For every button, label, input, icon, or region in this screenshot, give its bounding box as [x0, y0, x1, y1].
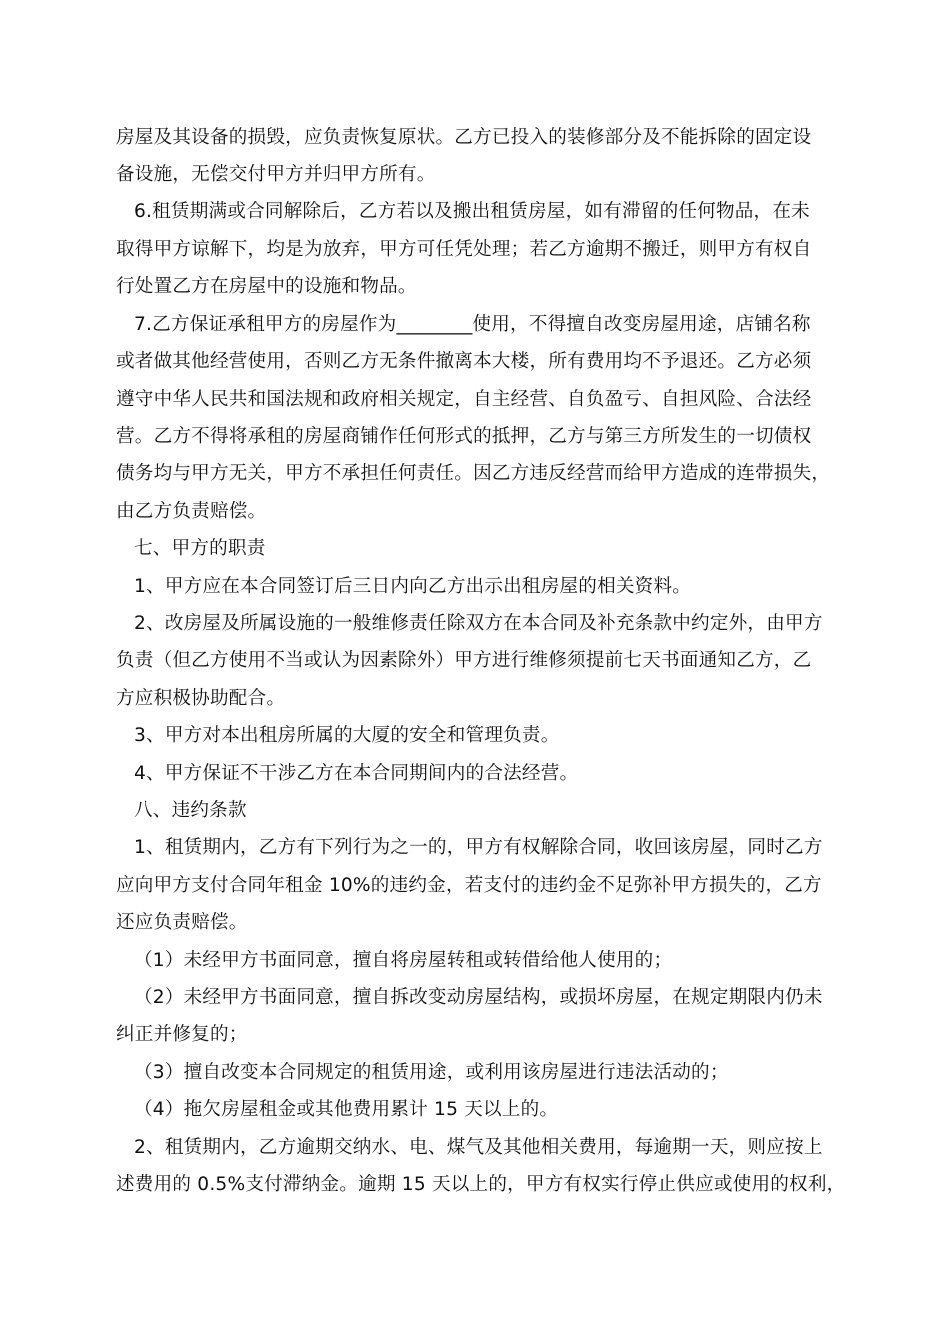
section-heading-8: 八、违约条款 [134, 800, 247, 821]
paragraph-line: 债务均与甲方无关，甲方不承担任何责任。因乙方违反经营而给甲方造成的连带损失， [116, 463, 831, 484]
clause-3-line: 3、甲方对本出租房所属的大厦的安全和管理负责。 [134, 725, 560, 746]
section-heading-7: 七、甲方的职责 [134, 538, 266, 559]
clause-7-line: 7.乙方保证承租甲方的房屋作为________使用，不得擅自改变房屋用途，店铺名称 [134, 314, 811, 335]
paragraph-line: 备设施，无偿交付甲方并归甲方所有。 [116, 164, 436, 185]
breach-item-4: （4）拖欠房屋租金或其他费用累计 15 天以上的。 [134, 1099, 559, 1120]
paragraph-line: 遵守中华人民共和国法规和政府相关规定，自主经营、自负盈亏、自担风险、合法经 [116, 389, 812, 410]
paragraph-line: 纠正并修复的； [116, 1024, 248, 1045]
paragraph-line: 述费用的 0.5%支付滞纳金。逾期 15 天以上的，甲方有权实行停止供应或使用的权利， [116, 1174, 846, 1195]
paragraph-line: 应向甲方支付合同年租金 10%的违约金，若支付的违约金不足弥补甲方损失的，乙方 [116, 875, 822, 896]
paragraph-line: 取得甲方谅解下，均是为放弃，甲方可任凭处理；若乙方逾期不搬迁，则甲方有权自 [116, 239, 812, 260]
paragraph-line: 由乙方负责赔偿。 [116, 501, 267, 522]
paragraph-line: 负责（但乙方使用不当或认为因素除外）甲方进行维修须提前七天书面通知乙方，乙 [116, 650, 812, 671]
paragraph-line: 或者做其他经营使用，否则乙方无条件撤离本大楼，所有费用均不予退还。乙方必须 [116, 351, 812, 372]
breach-item-3: （3）擅自改变本合同规定的租赁用途，或利用该房屋进行违法活动的； [134, 1062, 729, 1083]
breach-item-1: （1）未经甲方书面同意，擅自将房屋转租或转借给他人使用的； [134, 950, 673, 971]
clause-2-line: 2、改房屋及所属设施的一般维修责任除双方在本合同及补充条款中约定外，由甲方 [134, 613, 823, 634]
paragraph-line: 方应积极协助配合。 [116, 688, 286, 709]
breach-item-2: （2）未经甲方书面同意，擅自拆改变动房屋结构，或损坏房屋，在规定期限内仍未 [134, 987, 823, 1008]
paragraph-line: 营。乙方不得将承租的房屋商铺作任何形式的抵押，乙方与第三方所发生的一切债权 [116, 426, 812, 447]
paragraph-line: 房屋及其设备的损毁，应负责恢复原状。乙方已投入的装修部分及不能拆除的固定设 [116, 127, 812, 148]
paragraph-line: 还应负责赔偿。 [116, 912, 248, 933]
breach-clause-1-line: 1、租赁期内，乙方有下列行为之一的，甲方有权解除合同，收回该房屋，同时乙方 [134, 837, 823, 858]
breach-clause-2-line: 2、租赁期内，乙方逾期交纳水、电、煤气及其他相关费用，每逾期一天，则应按上 [134, 1137, 823, 1158]
clause-1-line: 1、甲方应在本合同签订后三日内向乙方出示出租房屋的相关资料。 [134, 576, 692, 597]
clause-6-line: 6.租赁期满或合同解除后，乙方若以及搬出租赁房屋，如有滞留的任何物品，在未 [134, 201, 810, 222]
clause-4-line: 4、甲方保证不干涉乙方在本合同期间内的合法经营。 [134, 763, 579, 784]
paragraph-line: 行处置乙方在房屋中的设施和物品。 [116, 276, 417, 297]
